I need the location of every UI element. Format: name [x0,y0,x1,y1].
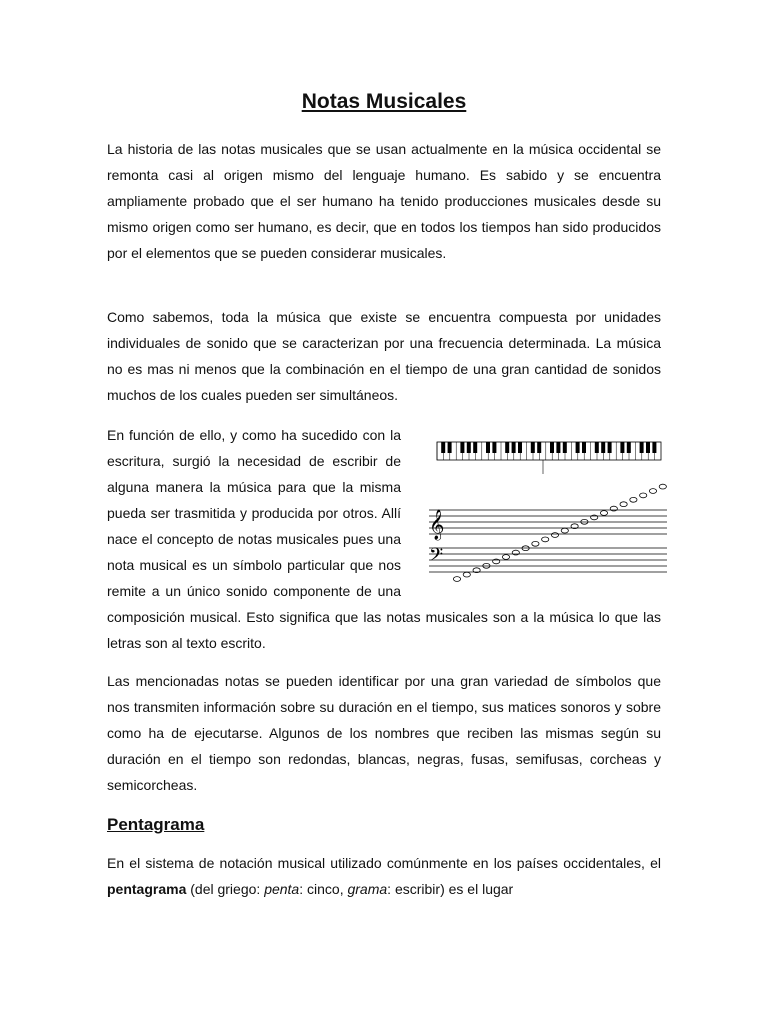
whole-note-icon [551,533,558,538]
whole-note-icon [649,489,656,494]
bass-staff [429,548,667,572]
treble-staff [429,510,667,534]
piano-keyboard-and-grand-staff-illustration [427,434,669,589]
whole-note-icon [561,528,568,533]
paragraph-pentagrama [107,850,661,902]
pentagrama-term: pentagrama [107,881,187,897]
paragraph-history: La historia de las notas musicales que se usan actualmente en la música occidental se remonta casi al origen mismo del lenguaje humano. Es sabido y se encuentra ampliamente probado que el ser humano ha tenido producciones musicales desde su mismo origen como ser humano, es decir, que en todos los tiempos han sido producidos por el elementos que se pueden considerar musicales. [107,141,661,261]
piano-keyboard-icon [437,442,661,460]
whole-note-icon [502,555,509,560]
pentagrama-text-start: En el sistema de notación musical utilizado comúnmente en los países occidentales, el [107,855,661,871]
ascending-notes [453,484,666,581]
pentagrama-text-mid1: (del griego: [186,881,265,897]
whole-note-icon [542,537,549,542]
pentagrama-text-end: : escribir) es el lugar [387,881,514,897]
treble-clef-icon: 𝄞 [429,510,445,540]
pentagrama-text-mid2: : cinco, [299,881,348,897]
paragraph-sound-units: Como sabemos, toda la música que existe se encuentra compuesta por unidades individuales de sonido que se caracterizan por una frecuencia determinada. La música no es mas ni menos que la combinación en el tiempo de una gran cantidad de sonidos muchos de los cuales pueden ser simultáneos. [107,309,661,403]
penta-term: penta [264,881,300,897]
section-heading-pentagrama: Pentagrama [107,815,205,834]
whole-note-icon [640,493,647,498]
piano-staff-figure [427,434,669,589]
whole-note-icon [463,572,470,577]
whole-note-icon [600,511,607,516]
page-title: Notas Musicales [301,90,467,113]
paragraph-notation-origin-text: En función de ello, y como ha sucedido con la escritura, surgió la necesidad de escribir de alguna manera la música para que la misma pueda ser trasmitida y producida por otros. Allí nace el concepto de notas musicales pues una nota musical es un símbolo particular que nos remite a un único sonido componente de una composición musical. Esto significa que las notas musicales son a la música lo que las letras son al texto escrito. [107,427,661,651]
whole-note-icon [630,497,637,502]
whole-note-icon [532,541,539,546]
bass-clef-icon: 𝄢 [429,545,444,570]
grama-term: grama [347,881,388,897]
whole-note-icon [620,502,627,507]
whole-note-icon [453,577,460,582]
paragraph-note-symbols: Las mencionadas notas se pueden identificar por una gran variedad de símbolos que nos transmiten información sobre su duración en el tiempo, sus matices sonoros y sobre como ha de ejecutarse. Algunos de los nombres que reciben las mismas según su duración en el tiempo son redondas, blancas, negras, fusas, semifusas, corcheas y semicorcheas. [107,673,661,793]
whole-note-icon [659,484,666,489]
